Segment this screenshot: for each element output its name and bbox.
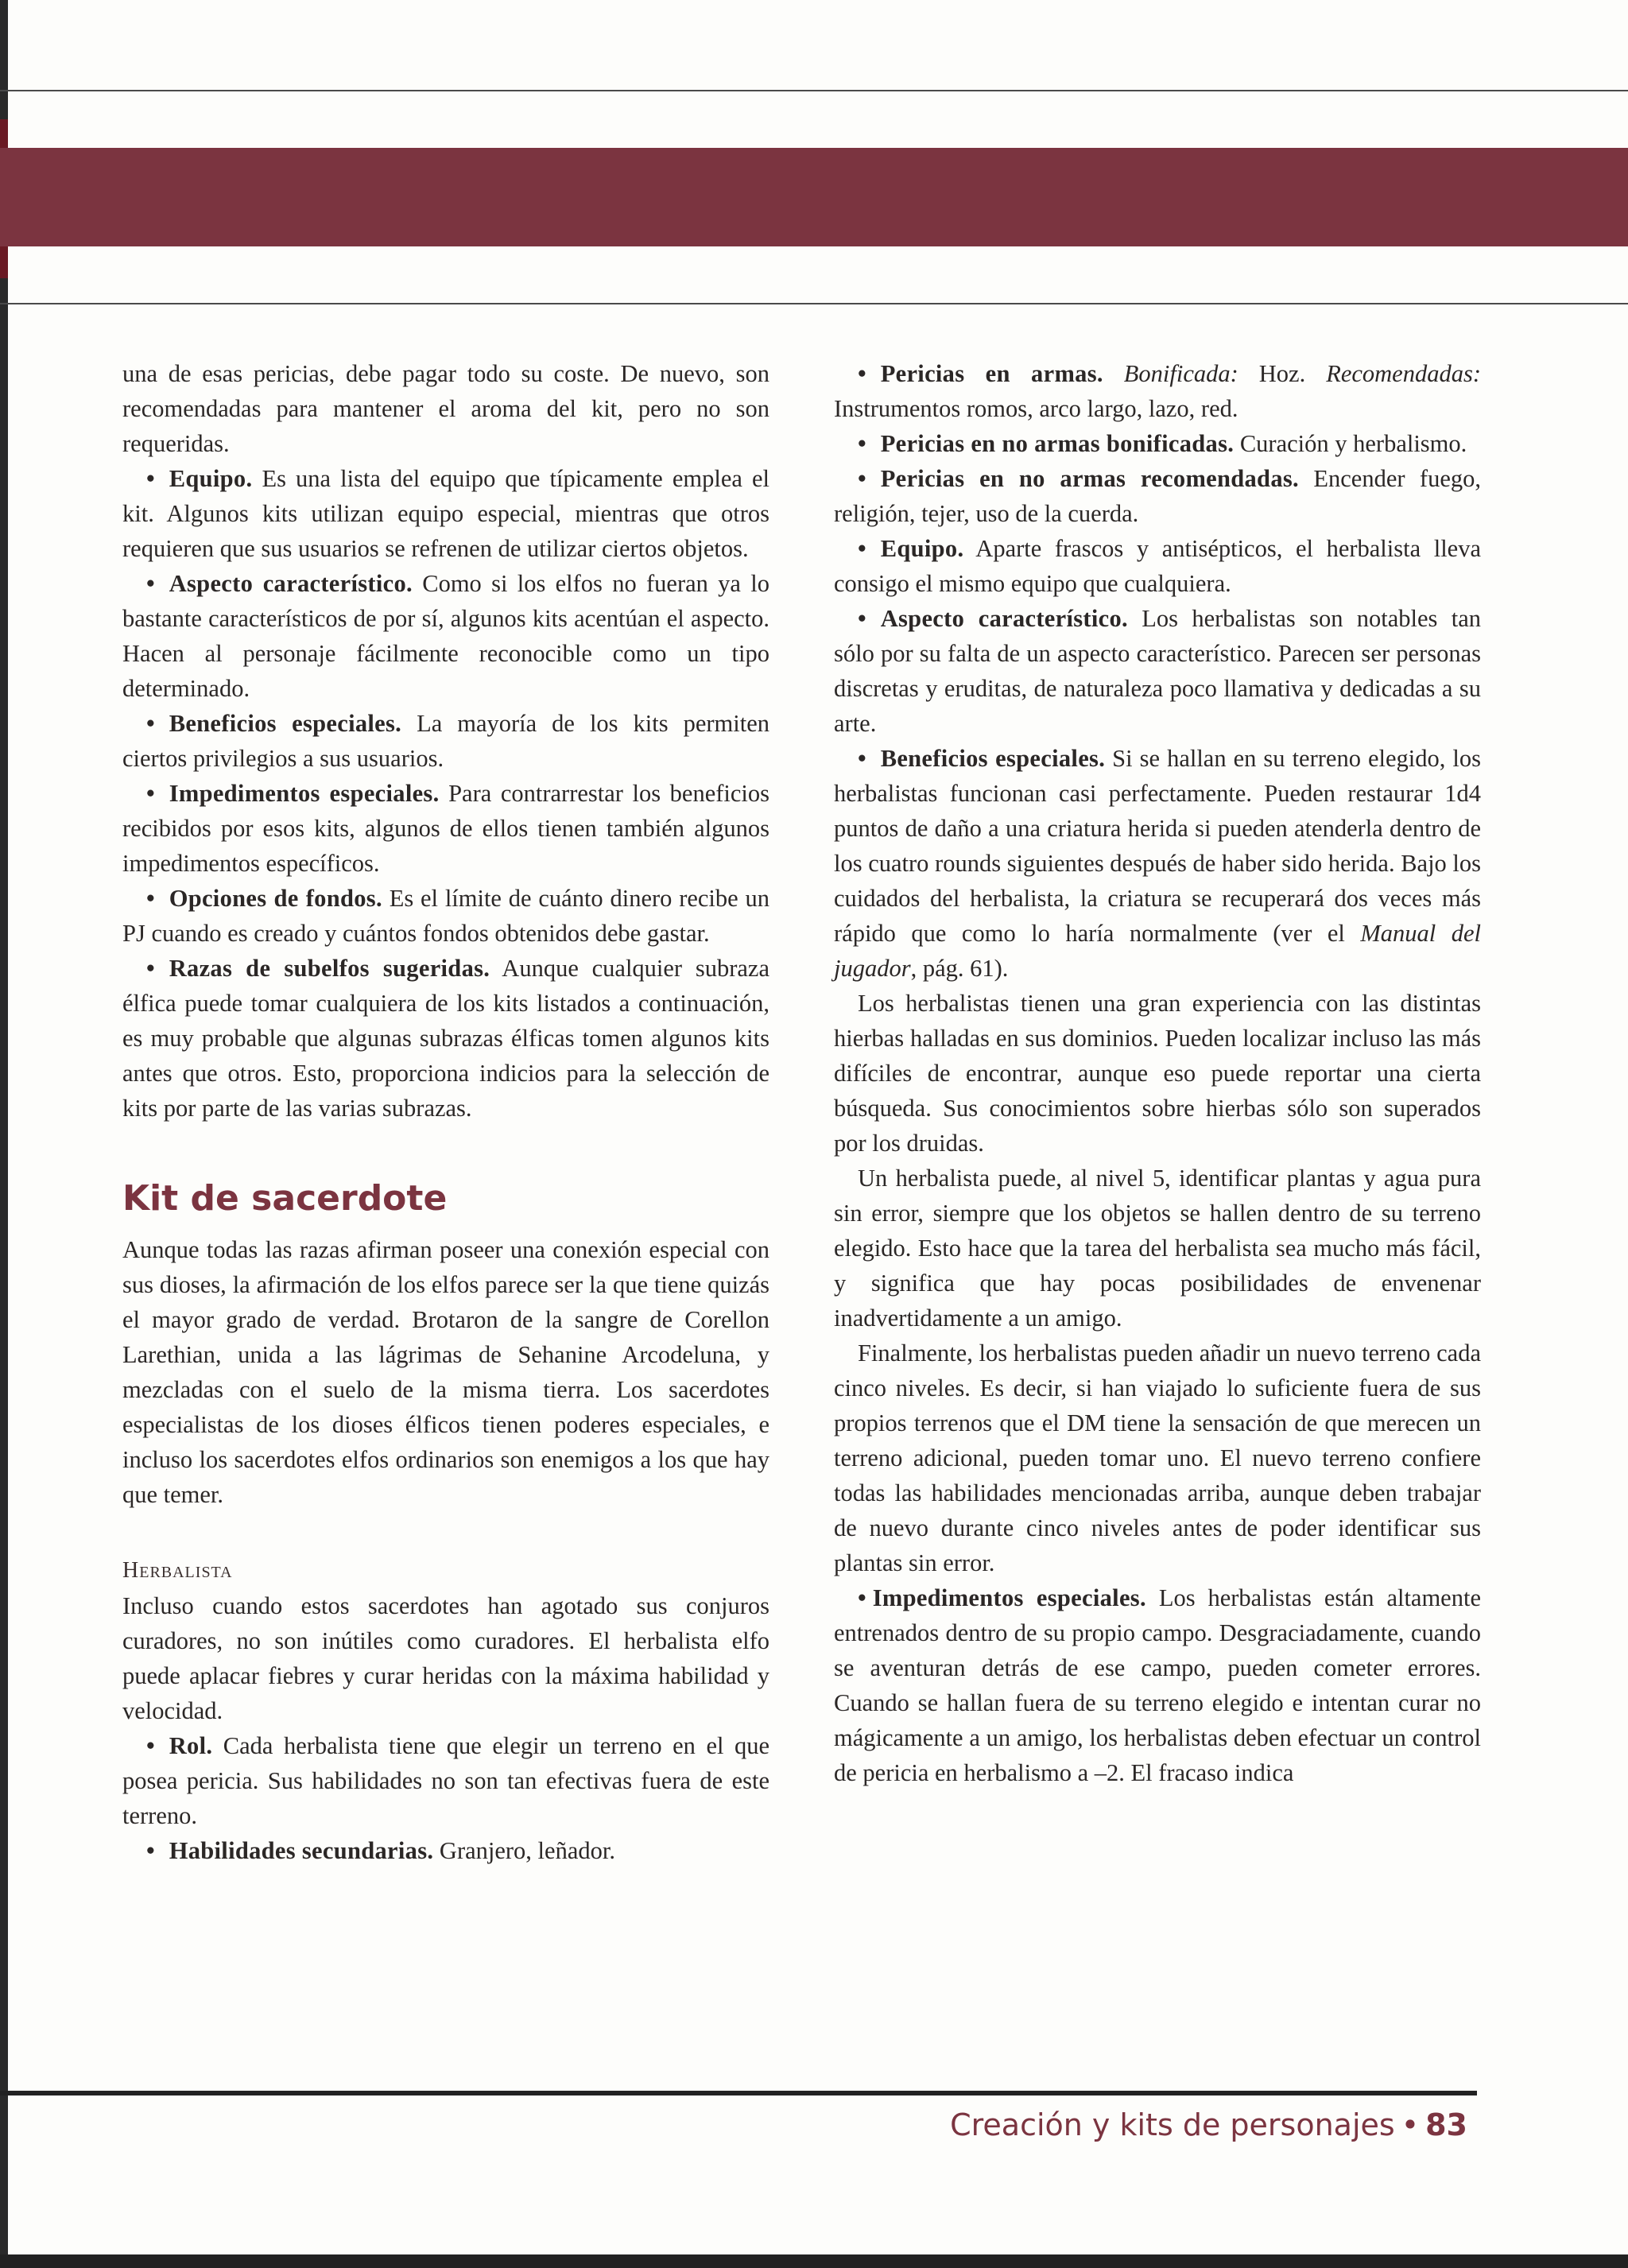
item-label: Impedimentos especiales.: [872, 1584, 1146, 1611]
item-text: Encender fuego, religión, tejer, uso de la cuerda.: [834, 465, 1481, 527]
item-text: Aparte frascos y antisépticos, el herbalista lleva consigo el mismo equipo que cualquiera.: [834, 535, 1481, 597]
page-edge-shadow: [0, 0, 8, 2268]
list-item-equipo: [122, 461, 769, 566]
item-label: Equipo.: [880, 535, 964, 562]
recommended-label: Recomendadas:: [1326, 360, 1481, 387]
list-item-no-armas-recomendadas: [834, 461, 1481, 531]
list-item-pericias-armas: [834, 356, 1481, 426]
bullet-icon: •: [146, 570, 155, 597]
list-item-aspecto: [834, 601, 1481, 741]
item-text: Los herbalistas están altamente entrenados dentro de su propio campo. Desgraciadamente, cuando se aventuran detrás de ese campo, pueden cometer errores. Cuando se hallan fuera de su terreno elegido e intentan curar no mágicamente a un amigo, los herbalistas deben efectuar un control de pericia en herbalismo a –2. El fracaso indica: [834, 1584, 1481, 1786]
footer-separator: •: [1401, 2107, 1420, 2142]
paragraph: Un herbalista puede, al nivel 5, identificar plantas y agua pura sin error, siempre que los objetos se hallen dentro de su terreno elegido. Esto hace que la tarea del herbalista sea mucho más fácil, y significa que hay pocas posibilidades de envenenar inadvertidamente a un amigo.: [834, 1165, 1481, 1332]
item-label: Aspecto característico.: [169, 570, 413, 597]
bullet-icon: •: [858, 465, 866, 492]
paragraph: Los herbalistas tienen una gran experiencia con las distintas hierbas halladas en sus dominios. Pueden localizar incluso las más difíciles de encontrar, aunque eso puede reportar una cierta búsqueda. Sus conocimientos sobre hierbas sólo son superados por los druidas.: [834, 990, 1481, 1157]
bullet-icon: •: [858, 1584, 866, 1611]
item-text: Como si los elfos no fueran ya lo bastante característicos de por sí, algunos kits acentúan el aspecto. Hacen al personaje fácilmente reconocible como un tipo determinado.: [122, 570, 769, 702]
item-text: Es el límite de cuánto dinero recibe un PJ cuando es creado y cuántos fondos obtenidos debe gastar.: [122, 885, 769, 947]
book-title: Manual del jugador: [834, 920, 1481, 982]
item-label: Razas de subelfos sugeridas.: [169, 955, 490, 982]
item-text: Para contrarrestar los beneficios recibidos por esos kits, algunos de ellos tienen también algunos impedimentos específicos.: [122, 780, 769, 877]
list-item-opciones: [122, 881, 769, 951]
bullet-icon: •: [146, 885, 155, 912]
bullet-icon: •: [146, 1837, 155, 1864]
page-number: 83: [1425, 2107, 1467, 2142]
list-item-aspecto: [122, 566, 769, 706]
bullet-icon: •: [858, 745, 866, 772]
item-label: Pericias en no armas bonificadas.: [880, 430, 1235, 457]
subsection-paragraph: Incluso cuando estos sacerdotes han agotado sus conjuros curadores, no son inútiles como curadores. El herbalista elfo puede aplacar fiebres y curar heridas con la máxima habilidad y velocidad.: [122, 1592, 769, 1724]
item-label: Beneficios especiales.: [169, 710, 402, 737]
list-item-razas: [122, 951, 769, 1126]
list-item-habilidades: [122, 1833, 769, 1868]
list-item-rol: [122, 1728, 769, 1833]
right-column: [834, 356, 1481, 1790]
paragraph: Finalmente, los herbalistas pueden añadir un nuevo terreno cada cinco niveles. Es decir, si han viajado lo suficiente fuera de sus propios terrenos que el DM tiene la sensación de que merecen un terreno adicional, pueden tomar uno. El nuevo terreno confiere todas las habilidades mencionadas arriba, aunque deben trabajar de nuevo durante cinco niveles antes de poder identificar sus plantas sin error.: [834, 1339, 1481, 1576]
bullet-icon: •: [858, 360, 866, 387]
item-label: Pericias en no armas recomendadas.: [880, 465, 1299, 492]
item-label: Pericias en armas.: [880, 360, 1103, 387]
item-label: Rol.: [169, 1732, 213, 1759]
item-label: Impedimentos especiales.: [169, 780, 440, 807]
list-item-impedimentos: [122, 776, 769, 881]
bullet-icon: •: [146, 1732, 155, 1759]
list-item-beneficios: [122, 706, 769, 776]
list-item-no-armas-bonificadas: [834, 426, 1481, 461]
item-text: Los herbalistas son notables tan sólo por su falta de un aspecto característico. Parecen ser personas discretas y eruditas, de naturaleza poco llamativa y dedicadas a su arte.: [834, 605, 1481, 737]
item-text: Es una lista del equipo que típicamente emplea el kit. Algunos kits utilizan equipo especial, mientras que otros requieren que sus usuarios se refrenen de utilizar ciertos objetos.: [122, 465, 769, 562]
bullet-icon: •: [858, 535, 866, 562]
section-title: Kit de sacerdote: [122, 1178, 448, 1219]
left-column: [122, 356, 769, 1868]
item-label: Habilidades secundarias.: [169, 1837, 434, 1864]
page-bottom-edge: [0, 2254, 1628, 2268]
item-label: Beneficios especiales.: [880, 745, 1106, 772]
subheading: Herbalista: [122, 1558, 233, 1583]
bullet-icon: •: [146, 955, 155, 982]
header-band: [0, 148, 1628, 246]
running-footer: [950, 2101, 1467, 2149]
item-text: Granjero, leñador.: [433, 1837, 615, 1864]
bullet-icon: •: [858, 430, 866, 457]
item-text-end: , pág. 61).: [910, 955, 1009, 982]
list-item-impedimentos: [834, 1580, 1481, 1790]
item-text: La mayoría de los kits permiten ciertos privilegios a sus usuarios.: [122, 710, 769, 772]
bonus-label: Bonificada:: [1123, 360, 1238, 387]
footer-rule: [0, 2091, 1477, 2095]
header-bottom-rule: [0, 303, 1628, 304]
item-text: Si se hallan en su terreno elegido, los herbalistas funcionan casi perfectamente. Pueden restaurar 1d4 puntos de daño a una criatura herida si pueden atenderla dentro de los cuatro rounds siguientes después de haber sido herida. Bajo los cuidados del herbalista, la criatura se recuperará dos veces más rápido que como lo haría normalmente (ver el: [834, 745, 1482, 947]
bullet-icon: •: [858, 605, 866, 632]
bullet-icon: •: [146, 710, 155, 737]
intro-paragraph: una de esas pericias, debe pagar todo su coste. De nuevo, son recomendadas para mantener el aroma del kit, pero no son requeridas.: [122, 360, 769, 457]
item-text: Cada herbalista tiene que elegir un terreno en el que posea pericia. Sus habilidades no son tan efectivas fuera de este terreno.: [122, 1732, 769, 1829]
item-label: Aspecto característico.: [880, 605, 1128, 632]
bonus-text: Hoz.: [1238, 360, 1327, 387]
item-text: Curación y herbalismo.: [1234, 430, 1467, 457]
section-paragraph: Aunque todas las razas afirman poseer una conexión especial con sus dioses, la afirmación de los elfos parece ser la que tiene quizás el mayor grado de verdad. Brotaron de la sangre de Corellon Larethian, unida a las lágrimas de Sehanine Arcodeluna, y mezcladas con el suelo de la misma tierra. Los sacerdotes especialistas de los dioses élficos tienen poderes especiales, e incluso los sacerdotes elfos ordinarios son enemigos a los que hay que temer.: [122, 1236, 769, 1508]
item-label: Equipo.: [169, 465, 253, 492]
item-label: Opciones de fondos.: [169, 885, 382, 912]
recommended-text: Instrumentos romos, arco largo, lazo, red.: [834, 395, 1238, 422]
item-text: Aunque cualquier subraza élfica puede tomar cualquiera de los kits listados a continuación, es muy probable que algunas subrazas élficas tomen algunos kits antes que otros. Esto, proporciona indicios para la selección de kits por parte de las varias subrazas.: [122, 955, 769, 1122]
list-item-equipo: [834, 531, 1481, 601]
list-item-beneficios: [834, 741, 1481, 986]
header-top-rule: [0, 90, 1628, 91]
bullet-icon: •: [146, 465, 155, 492]
footer-title: Creación y kits de personajes: [950, 2107, 1395, 2142]
bullet-icon: •: [146, 780, 155, 807]
